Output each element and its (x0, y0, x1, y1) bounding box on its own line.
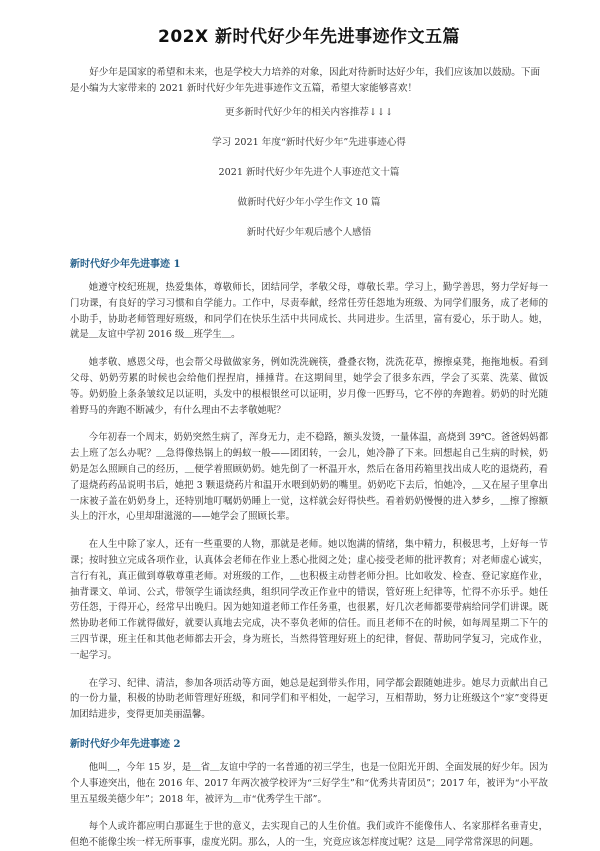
recommend-link-4[interactable]: 新时代好少年观后感个人感悟 (246, 227, 372, 238)
recommend-link-3[interactable]: 做新时代好少年小学生作文 10 篇 (237, 197, 381, 208)
section1-paragraph: 她遵守校纪班规，热爱集体，尊敬师长，团结同学，孝敬父母，尊敬长辈。学习上，勤学善思，努力学好每一门功课，有良好的学习习惯和自学能力。工作中，尽责奉献，经常任劳任怨地为班级、为同学们服务，成了老师的小助手，协助老师管理好班级，和同学们在快乐生活中共同成长、共同进步。生活里，富有爱心，乐于助人。她，就是＿友谊中学初 2016 级＿班学生＿。 (70, 282, 548, 341)
section2-paragraph: 每个人或许都应明白那诞生于世的意义，去实现自己的人生价值。我们或许不能像伟人、名家那样名垂青史，但绝不能像尘埃一样无所事事，虚度光阴。那么，人的一生，究竟应该怎样度过呢？这是＿同学常常深思的问题。 (70, 821, 548, 849)
section1-paragraph: 今年初春一个周末，奶奶突然生病了，浑身无力，走不稳路，额头发烫，一量体温，高烧到 39℃。爸爸妈妈都去上班了怎么办呢？＿急得像热锅上的蚂蚁一般——团团转，一会儿，她冷静了下来。回想起自己生病的时候，奶奶是怎么照顾自己的经历，＿便学着照顾奶奶。她先倒了一杯温开水，然后在备用药箱里找出成人吃的退烧药，看了退烧药药品说明书后，她把 3 颗退烧药片和温开水喂到奶奶的嘴里。奶奶吃下去后，怕她冷，＿又在屋子里拿出一床被子盖在奶奶身上，还特别地叮嘱奶奶睡上一觉，这样就会好得快些。看着奶奶慢慢的进入梦乡，＿擦了擦额头上的汗水，心里却甜滋滋的——她学会了照顾长辈。 (70, 432, 548, 523)
recommend-link-1[interactable]: 学习 2021 年度“新时代好少年”先进事迹心得 (212, 137, 406, 148)
section1-paragraph: 她孝敬、感恩父母，也会帮父母做做家务，例如洗洗碗筷，叠叠衣物，洗洗花草，擦擦桌凳，拖拖地板。看到父母、奶奶劳累的时候也会给他们捏捏肩，捶捶背。在这期间里，她学会了很多东西，学会了买菜、洗菜、做饭等。奶奶脸上条条皱纹足以证明，头发中的根根银丝可以证明，岁月像一匹野马，它不停的奔跑着。奶奶的时光随着野马的奔跑不断减少，有什么理由不去孝敬她呢？ (70, 357, 548, 416)
section2-paragraph: 他叫＿，今年 15 岁，是＿省＿友谊中学的一名普通的初三学生，也是一位阳光开朗、全面发展的好少年。因为个人事迹突出，他在 2016 年、2017 年两次被学校评为“三好学生”和“优秀共青团员”；2017 年，被评为“小平故里五星级美德少年”；2018 年，被评为＿市“优秀学生干部”。 (70, 761, 548, 805)
recommended-links (70, 105, 548, 241)
intro-paragraph: 好少年是国家的希望和未来，也是学校大力培养的对象，因此对待新时达好少年，我们应该加以鼓励。下面是小编为大家带来的 2021 新时代好少年先进事迹作文五篇，希望大家能够喜欢！ (70, 67, 541, 94)
section1-paragraph: 在学习、纪律、清洁，参加各项活动等方面，她总是起到带头作用，同学都会跟随她进步。她尽力贡献出自己的一份力量，积极的协助老师管理好班级，和同学们和平相处，一起学习，互相帮助，努力让班级这个“家”变得更加团结进步，变得更加美丽温馨。 (70, 677, 548, 721)
section-heading-2: 新时代好少年先进事迹 2 (70, 738, 181, 750)
document-title: 202X 新时代好少年先进事迹作文五篇 (157, 27, 460, 47)
recommend-link-2[interactable]: 2021 新时代好少年先进个人事迹范文十篇 (218, 167, 400, 178)
recommend-header: 更多新时代好少年的相关内容推荐↓↓↓ (224, 107, 394, 118)
section-heading-1: 新时代好少年先进事迹 1 (70, 259, 181, 270)
section1-paragraph: 在人生中除了家人，还有一些重要的人物，那就是老师。她以饱满的情绪，集中精力，积极思考，上好每一节课；按时独立完成各项作业，认真体会老师在作业上悉心批阅之处；虚心接受老师的批评教育；对老师虚心诚实，言行有礼，真正做到尊敬尊重老师。对班级的工作，＿也积极主动替老师分担。比如收发、检查、登记家庭作业，抽背课文、单词、公式，带领学生诵读经典，组织同学改正作业中的错误，管好班上纪律等，忙得不亦乐乎。她任劳任怨，于得开心，经常早出晚归。因为她知道老师工作任务重，也很累，好几次老师都要带病给同学们讲课。既然协助老师工作就得做好，就要认真地去完成，决不辜负老师的信任。而且老师不在的时候，如每周星期二下午的三四节课，班主任和其他老师都去开会，身为班长，当然得管理好班上的纪律，督促、帮助同学复习，完成作业，一起学习。 (70, 539, 548, 661)
